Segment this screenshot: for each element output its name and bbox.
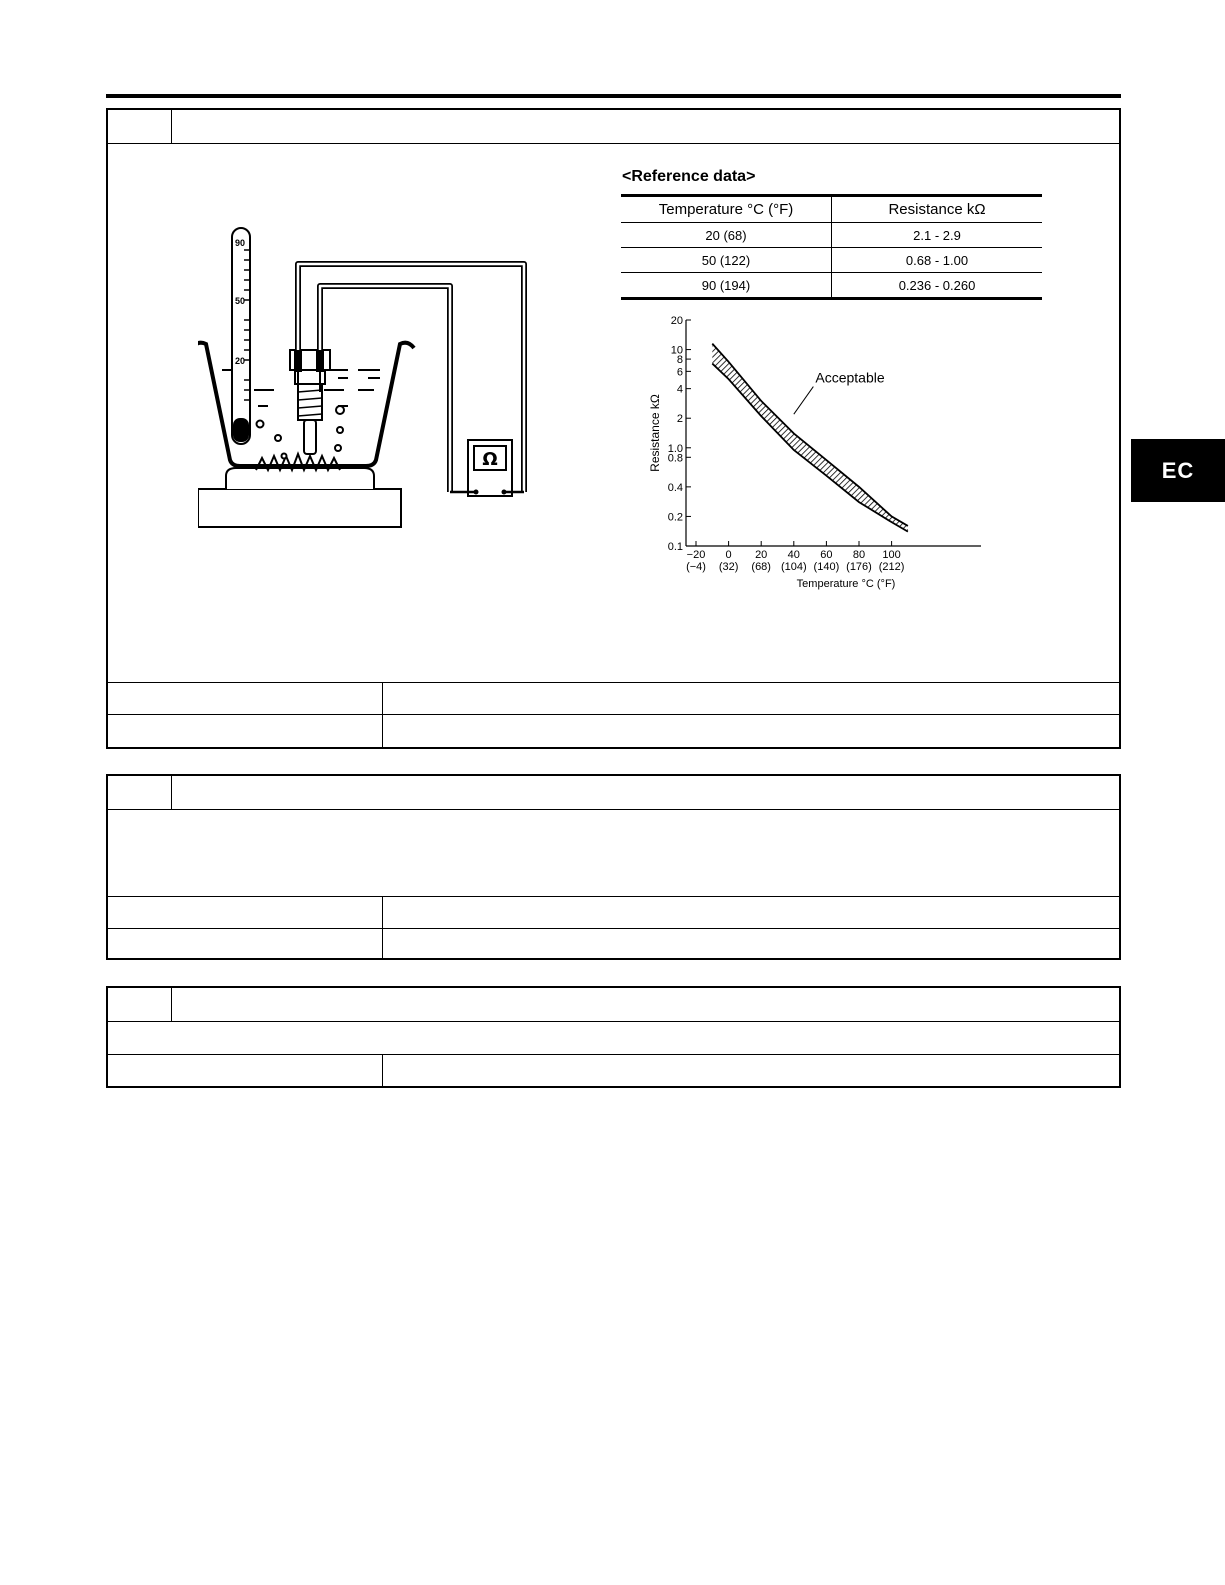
table-cell: 50 (122) — [621, 248, 832, 273]
box-header — [108, 988, 1119, 1022]
result-row — [108, 714, 1119, 747]
x-tick-sublabel: (−4) — [686, 561, 706, 573]
table-row — [621, 273, 1042, 299]
reference-table — [621, 194, 1042, 300]
box-header — [108, 776, 1119, 810]
y-tick-label: 8 — [676, 354, 683, 367]
thermometer-mark: 50 — [235, 296, 246, 306]
y-tick-label: 4 — [676, 383, 683, 396]
result-row — [108, 896, 1119, 928]
y-tick-label: 2 — [676, 413, 683, 426]
resistance-chart — [641, 315, 991, 600]
result-row — [108, 1054, 1119, 1086]
x-tick-sublabel: (32) — [718, 561, 739, 573]
step-number-cell — [108, 988, 172, 1021]
top-rule — [106, 94, 1121, 98]
x-tick-label: 100 — [882, 549, 901, 561]
ohm-icon: Ω — [482, 449, 498, 470]
x-tick-label: 80 — [852, 549, 866, 561]
table-row — [621, 223, 1042, 248]
x-tick-sublabel: (104) — [780, 561, 807, 573]
result-row — [108, 682, 1119, 714]
y-tick-label: 0.8 — [667, 452, 683, 465]
step-number-cell — [108, 776, 172, 809]
x-axis-label: Temperature °C (°F) — [796, 578, 896, 590]
y-tick-label: 10 — [670, 344, 683, 357]
reference-title: <Reference data> — [622, 168, 756, 185]
y-tick-label: 0.4 — [667, 481, 683, 494]
procedure-box-3 — [106, 986, 1121, 1088]
thermometer-mark: 90 — [235, 238, 246, 248]
x-tick-sublabel: (212) — [878, 561, 905, 573]
annotation-leader — [794, 387, 814, 415]
annotation-label: Acceptable — [815, 369, 885, 386]
column-header: Temperature °C (°F) — [621, 196, 832, 223]
table-cell: 20 (68) — [621, 223, 832, 248]
x-tick-label: 20 — [755, 549, 768, 561]
x-tick-label: −20 — [686, 549, 706, 561]
procedure-box-2 — [106, 774, 1121, 960]
table-row — [621, 248, 1042, 273]
y-tick-label: 0.2 — [667, 511, 683, 524]
table-cell: 0.236 - 0.260 — [832, 273, 1043, 299]
result-row — [108, 928, 1119, 958]
x-tick-label: 60 — [820, 549, 833, 561]
column-header: Resistance kΩ — [832, 196, 1043, 223]
x-tick-sublabel: (176) — [846, 561, 872, 573]
thermometer-mark: 20 — [235, 356, 246, 366]
y-tick-label: 6 — [676, 366, 683, 379]
x-tick-label: 40 — [787, 549, 800, 561]
procedure-box-1 — [106, 108, 1121, 749]
wiring-and-meter — [108, 110, 708, 530]
table-cell: 90 (194) — [621, 273, 832, 299]
table-cell: 2.1 - 2.9 — [832, 223, 1043, 248]
y-tick-label: 20 — [670, 315, 683, 327]
y-tick-label: 0.1 — [667, 541, 683, 553]
section-tab: EC — [1131, 439, 1225, 502]
y-tick-label: 1.0 — [667, 442, 683, 455]
y-axis-label: Resistance kΩ — [648, 394, 662, 472]
x-tick-sublabel: (68) — [751, 561, 771, 573]
x-tick-sublabel: (140) — [813, 561, 840, 573]
x-tick-label: 0 — [725, 549, 732, 561]
table-cell: 0.68 - 1.00 — [832, 248, 1043, 273]
